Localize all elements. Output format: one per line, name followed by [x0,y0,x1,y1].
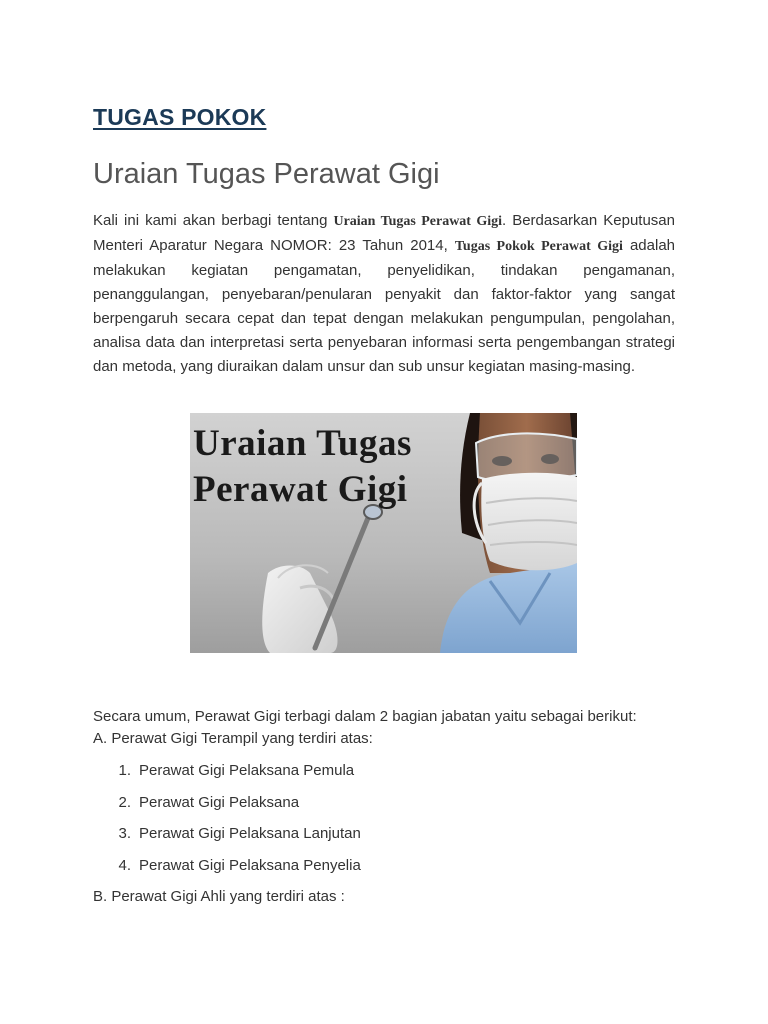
hero-caption-line-1: Uraian Tugas [193,423,412,464]
page-title: Uraian Tugas Perawat Gigi [93,158,440,190]
list-item [93,759,361,791]
list-item [93,822,361,854]
intro-text-2: . Berdasarkan Keputusan Menteri Aparatur Negara NOMOR: 23 Tahun 2014, [93,212,675,254]
list-item-number: 1. [118,762,131,779]
list-item-label: Perawat Gigi Pelaksana [139,793,300,811]
section-a-lead: Secara umum, Perawat Gigi terbagi dalam 2 bagian jabatan yaitu sebagai berikut: [93,708,637,725]
intro-bold-1: Uraian Tugas Perawat Gigi [333,214,502,229]
intro-text-1: Kali ini kami akan berbagi tentang [93,212,334,229]
hero-image [190,413,577,653]
section-a-paragraph [93,706,675,750]
list-item-label: Perawat Gigi Pelaksana Penyelia [139,856,361,874]
list-item-label: Perawat Gigi Pelaksana Pemula [139,762,355,779]
list-item [93,854,361,886]
intro-bold-2: Tugas Pokok Perawat Gigi [454,239,623,254]
hero-caption-line-2: Perawat Gigi [193,469,408,510]
section-b-heading: B. Perawat Gigi Ahli yang terdiri atas : [93,888,345,905]
intro-text-3: adalah melakukan kegiatan pengamatan, penyelidikan, tindakan pengamanan, penanggulangan, penyebaran/penularan penyakit dan faktor-faktor yang sangat berpengaruh secara cepat dan tepat dengan melakukan pengumpulan, pengolahan, analisa data dan interpretasi serta penyebaran informasi serta pengembangan strategi dan metoda, yang diuraikan dalam unsur dan sub unsur kegiatan masing-masing. [93,237,675,375]
section-a-heading: A. Perawat Gigi Terampil yang terdiri atas: [93,730,373,747]
tugas-pokok-link[interactable]: TUGAS POKOK [93,104,267,130]
hero-caption [193,421,412,513]
list-item-number: 3. [118,825,131,842]
terampil-list [93,759,361,885]
list-item [93,791,361,823]
list-item-number: 2. [118,793,131,811]
list-item-number: 4. [118,856,131,874]
list-item-label: Perawat Gigi Pelaksana Lanjutan [139,825,361,842]
intro-paragraph [93,209,675,379]
